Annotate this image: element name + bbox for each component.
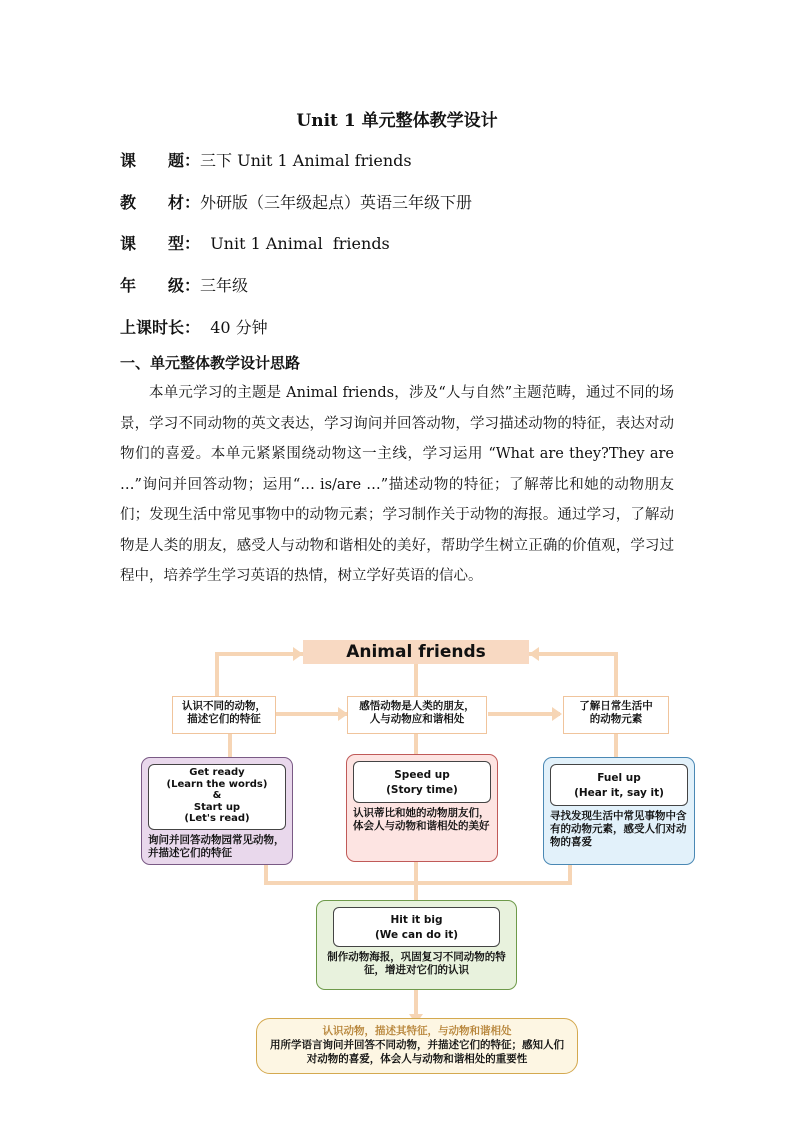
meta-value: 三年级 bbox=[200, 276, 249, 295]
connector bbox=[614, 732, 618, 758]
card-description: 询问并回答动物园常见动物，并描述它们的特征 bbox=[148, 834, 285, 859]
label-daily-life: 了解日常生活中 的动物元素 bbox=[563, 696, 669, 734]
connector bbox=[488, 712, 560, 716]
card-inner-title: Hit it big (We can do it) bbox=[333, 907, 500, 947]
label-know-animals: 认识不同的动物， 描述它们的特征 bbox=[172, 696, 276, 734]
meta-textbook bbox=[120, 190, 472, 213]
meta-lesson-type bbox=[120, 231, 390, 254]
arrow-right-icon bbox=[293, 647, 303, 661]
unit-flow-diagram bbox=[0, 630, 794, 1080]
goal-text: 用所学语言询问并回答不同动物，并描述它们的特征；感知人们对动物的喜爱，体会人与动物和谐相处的重要性 bbox=[270, 1039, 564, 1065]
meta-label: 年 级： bbox=[120, 276, 201, 295]
meta-value: 40 分钟 bbox=[200, 318, 268, 337]
goal-heading: 认识动物，描述其特征，与动物和谐相处 bbox=[322, 1025, 512, 1037]
card-hit-it-big bbox=[316, 900, 517, 990]
document-title: Unit 1 单元整体教学设计 bbox=[296, 111, 498, 131]
card-fuel-up bbox=[543, 757, 695, 865]
meta-value: 三下 Unit 1 Animal friends bbox=[200, 151, 412, 170]
body-paragraph: 本单元学习的主题是 Animal friends，涉及“人与自然”主题范畴，通过不同的场景，学习不同动物的英文表达，学习询问并回答动物，学习描述动物的特征，表达对动物们的喜爱。本单元紧紧围绕动物这一主线，学习运用 “What are they?They are …”询问并回答动物；运用“… is/are …”描述动物的特征；了解蒂比和她的动物朋友们；发现生活中常见事物中的动物元素；学习制作关于动物的海报。通过学习，了解动物是人类的朋友，感受人与动物和谐相处的美好，帮助学生树立正确的价值观，学习过程中，培养学生学习英语的热情，树立学好英语的信心。 bbox=[120, 385, 674, 584]
card-speed-up bbox=[346, 754, 498, 862]
arrow-left-icon bbox=[529, 647, 539, 661]
meta-label: 教 材： bbox=[120, 193, 201, 212]
arrow-right-icon bbox=[552, 707, 562, 721]
connector bbox=[414, 664, 418, 696]
meta-value: 外研版（三年级起点）英语三年级下册 bbox=[200, 193, 473, 212]
meta-value: Unit 1 Animal friends bbox=[200, 234, 390, 253]
meta-label: 课 型： bbox=[120, 234, 201, 253]
card-unit-goal bbox=[256, 1018, 578, 1074]
section-heading: 一、单元整体教学设计思路 bbox=[120, 354, 301, 372]
meta-grade bbox=[120, 273, 248, 296]
meta-label: 上课时长： bbox=[120, 318, 201, 337]
connector bbox=[414, 732, 418, 754]
card-get-ready bbox=[141, 757, 293, 865]
card-inner-title: Fuel up (Hear it, say it) bbox=[550, 764, 688, 806]
meta-topic bbox=[120, 148, 412, 171]
connector bbox=[414, 860, 418, 900]
connector bbox=[215, 652, 303, 656]
card-inner-title: Speed up (Story time) bbox=[353, 761, 491, 803]
card-description: 制作动物海报，巩固复习不同动物的特征，增进对它们的认识 bbox=[327, 951, 506, 976]
meta-duration bbox=[120, 315, 268, 338]
connector bbox=[529, 652, 617, 656]
card-inner-title: Get ready (Learn the words) & Start up (Let's read) bbox=[148, 764, 286, 830]
connector bbox=[275, 712, 347, 716]
card-description: 认识蒂比和她的动物朋友们，体会人与动物和谐相处的美好 bbox=[353, 807, 490, 832]
diagram-title: Animal friends bbox=[303, 640, 529, 664]
card-description: 寻找发现生活中常见事物中含有的动物元素，感受人们对动物的喜爱 bbox=[550, 810, 687, 848]
label-animals-friends: 感悟动物是人类的朋友， 人与动物应和谐相处 bbox=[347, 696, 487, 734]
connector bbox=[264, 881, 572, 885]
connector bbox=[228, 732, 232, 758]
meta-label: 课 题： bbox=[120, 151, 201, 170]
